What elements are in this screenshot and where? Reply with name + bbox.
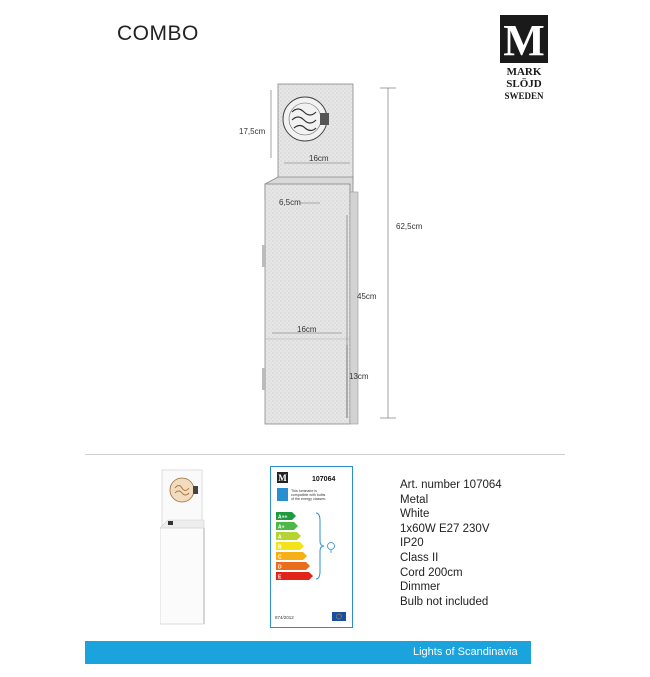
box-side (350, 192, 358, 424)
class-a-plus: A+ (278, 524, 285, 531)
dim-bottom-height: 13cm (349, 372, 369, 381)
dim-lamp-width: 16cm (309, 154, 329, 163)
spec-item: Art. number 107064 (400, 479, 502, 491)
logo-letter: M (503, 16, 545, 65)
energy-label-code: 107064 (312, 476, 336, 483)
dim-total-height: 62,5cm (396, 222, 423, 231)
spec-item: Metal (400, 493, 429, 506)
class-e: E (278, 574, 282, 581)
logo-line-3: SWEDEN (504, 91, 544, 101)
dim-lamp-height: 17,5cm (239, 127, 266, 136)
section-divider (85, 454, 565, 455)
eu-flag-icon (332, 612, 346, 621)
product-title: COMBO (117, 22, 199, 45)
spec-item: Bulb not included (400, 595, 489, 608)
class-a-plus-plus: A++ (278, 514, 288, 521)
spec-item: 1x60W E27 230V (400, 522, 490, 535)
footer-tagline: Lights of Scandinavia (413, 646, 518, 658)
dim-shelf-depth: 6,5cm (279, 198, 301, 207)
specifications-list (400, 478, 502, 609)
spec-item: White (400, 508, 430, 521)
svg-text:M: M (278, 473, 287, 483)
energy-label (270, 466, 353, 628)
dim-box-height: 45cm (357, 292, 377, 301)
class-d: D (278, 564, 282, 571)
product-photo (160, 468, 210, 628)
energy-label-note: This luminaire is compatible with bulbs of the energy classes: (291, 489, 326, 501)
class-a: A (278, 534, 282, 541)
spec-item: Dimmer (400, 581, 441, 594)
spec-item: Cord 200cm (400, 566, 463, 579)
class-c: C (278, 554, 282, 561)
spec-item: IP20 (400, 537, 424, 550)
storage-box (265, 184, 350, 424)
logo-line-2: SLÖJD (506, 78, 542, 90)
dim-box-width: 16cm (297, 325, 317, 334)
logo-line-1: MARK (506, 66, 542, 78)
class-b: B (278, 544, 282, 551)
energy-label-regulation: 874/2012 (275, 615, 294, 620)
footer-banner (85, 641, 531, 664)
spec-item: Class II (400, 551, 439, 564)
